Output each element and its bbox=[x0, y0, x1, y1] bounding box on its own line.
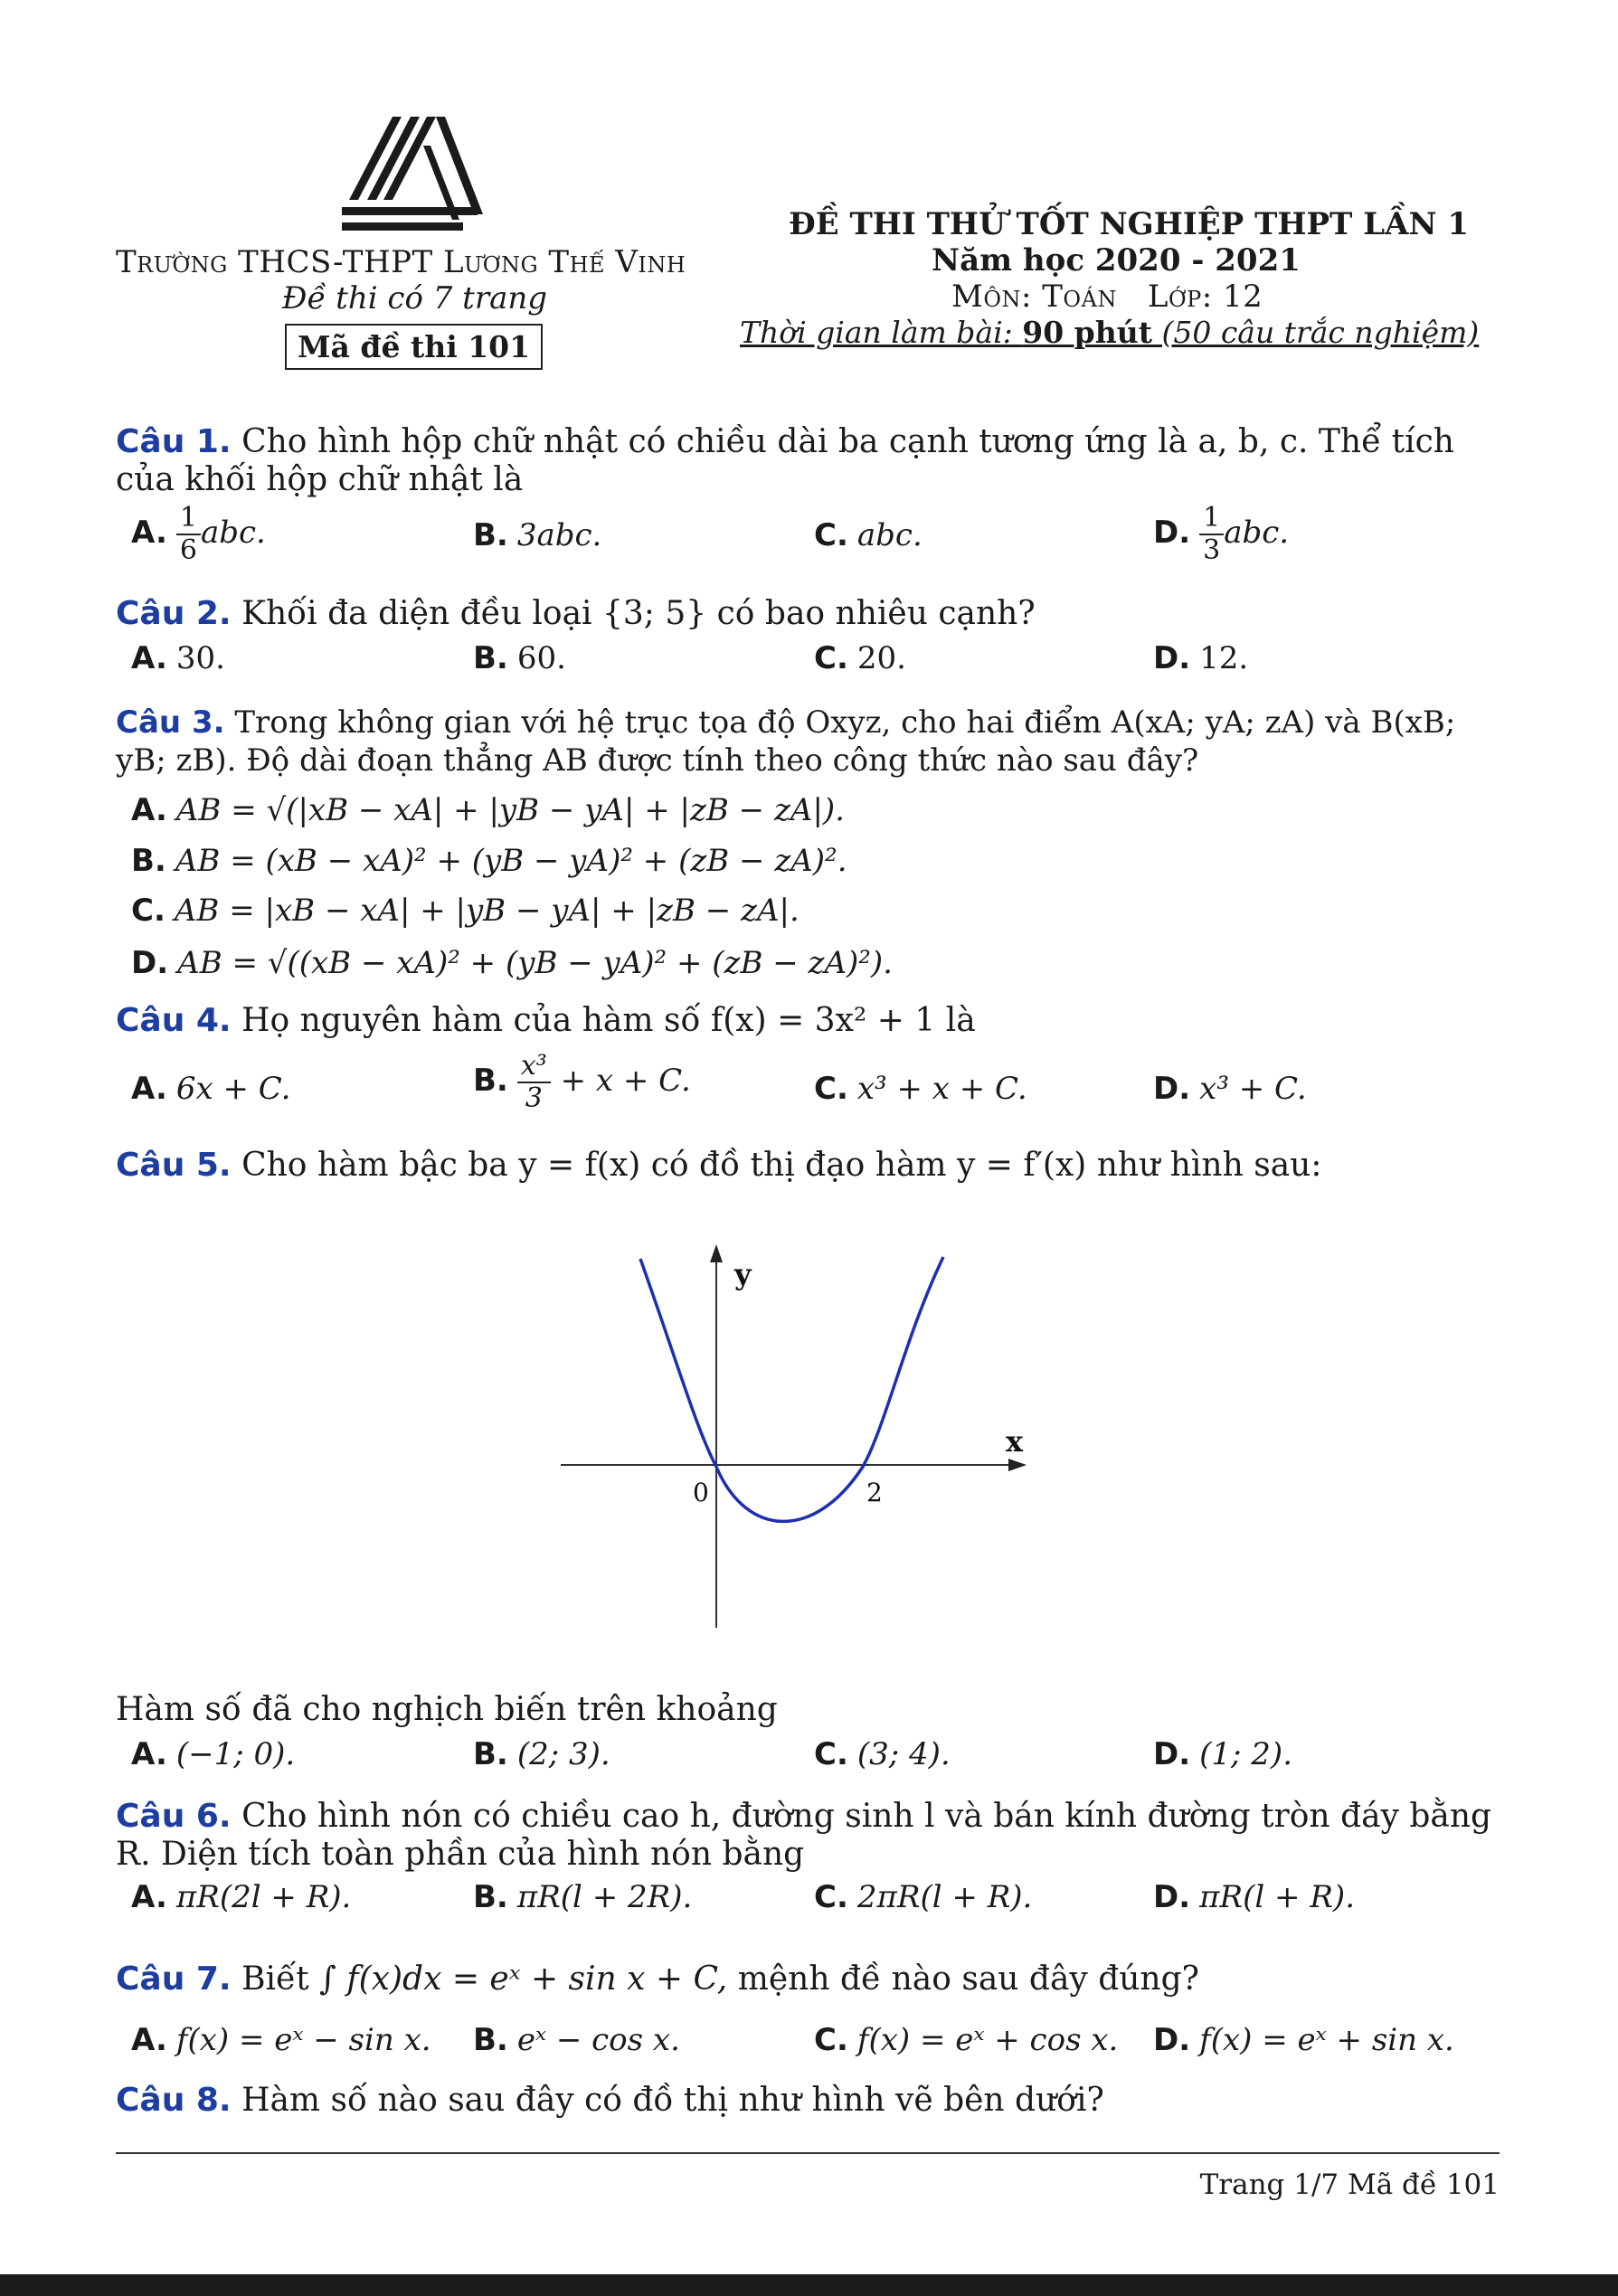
q1-option-d[interactable]: D. $\frac{1}{3}$ abc. bbox=[1153, 502, 1290, 566]
q5-option-d[interactable]: D. (1; 2). bbox=[1153, 1736, 1293, 1772]
q1-option-c[interactable]: C. abc. bbox=[814, 517, 923, 553]
q4-option-a[interactable]: A. 6x + C. bbox=[131, 1071, 291, 1107]
exam-title: ĐỀ THI THỬ TỐT NGHIỆP THPT LẦN 1 bbox=[789, 206, 1470, 242]
q3-option-d[interactable]: D. AB = √((xB − xA)² + (yB − yA)² + (zB − zA)²). bbox=[131, 945, 893, 981]
question-8: Câu 8. Hàm số nào sau đây có đồ thị như hình vẽ bên dưới? bbox=[116, 2082, 1104, 2119]
q4-option-b[interactable]: B. $\frac{\text{x³}}{3}$ + x + C. bbox=[473, 1050, 691, 1114]
q4-option-d[interactable]: D. x³ + C. bbox=[1153, 1071, 1307, 1107]
q5-option-b[interactable]: B. (2; 3). bbox=[473, 1736, 610, 1772]
exam-code-badge: Mã đề thi 101 bbox=[285, 324, 543, 370]
question-2: Câu 2. Khối đa diện đều loại {3; 5} có bao nhiêu cạnh? bbox=[116, 595, 1036, 632]
page-footer: Trang 1/7 Mã đề 101 bbox=[1199, 2168, 1500, 2201]
x-axis-label: x bbox=[1006, 1424, 1024, 1459]
q2-option-c[interactable]: C. 20. bbox=[814, 640, 906, 676]
q5-option-a[interactable]: A. (−1; 0). bbox=[131, 1736, 296, 1772]
parabola-curve bbox=[640, 1257, 943, 1521]
page-count: Đề thi có 7 trang bbox=[282, 280, 548, 317]
q6-option-a[interactable]: A. πR(2l + R). bbox=[131, 1879, 352, 1915]
q6-option-b[interactable]: B. πR(l + 2R). bbox=[473, 1879, 693, 1915]
root-label: 2 bbox=[866, 1478, 883, 1507]
q1-option-a[interactable]: A. $\frac{1}{6}$ abc. bbox=[131, 502, 266, 566]
school-name: Trường THCS-THPT Lương Thế Vinh bbox=[116, 244, 686, 280]
question-5-followup: Hàm số đã cho nghịch biến trên khoảng bbox=[116, 1691, 778, 1728]
school-year: Năm học 2020 - 2021 bbox=[932, 242, 1301, 279]
q7-option-c[interactable]: C. f(x) = eˣ + cos x. bbox=[814, 2022, 1119, 2058]
subject-grade: Môn: Toán Lớp: 12 bbox=[951, 279, 1263, 315]
q7-option-a[interactable]: A. f(x) = eˣ − sin x. bbox=[131, 2022, 431, 2058]
bottom-edge-bar bbox=[0, 2274, 1618, 2296]
question-label: Câu 1. bbox=[116, 423, 232, 460]
y-axis-label: y bbox=[734, 1257, 752, 1291]
q4-option-c[interactable]: C. x³ + x + C. bbox=[814, 1071, 1027, 1107]
integral-expression: ∫ f(x)dx = eˣ + sin x + C, bbox=[319, 1961, 728, 1998]
q7-option-b[interactable]: B. eˣ − cos x. bbox=[473, 2022, 680, 2058]
q2-option-a[interactable]: A. 30. bbox=[131, 640, 225, 676]
q3-option-b[interactable]: B. AB = (xB − xA)² + (yB − yA)² + (zB − zA)². bbox=[131, 843, 847, 879]
footer-divider bbox=[116, 2152, 1500, 2154]
q1-option-b[interactable]: B. 3abc. bbox=[473, 517, 602, 553]
question-text: Cho hình hộp chữ nhật có chiều dài ba cạnh tương ứng là a, b, c. Thể tích của khối hộp chữ nhật là bbox=[116, 423, 1454, 498]
q3-option-a[interactable]: A. AB = √(|xB − xA| + |yB − yA| + |zB − zA|). bbox=[131, 792, 845, 828]
derivative-graph bbox=[543, 1230, 1049, 1646]
question-7: Câu 7. Biết ∫ f(x)dx = eˣ + sin x + C, mệnh đề nào sau đây đúng? bbox=[116, 1961, 1199, 1998]
q7-option-d[interactable]: D. f(x) = eˣ + sin x. bbox=[1153, 2022, 1454, 2058]
question-4: Câu 4. Họ nguyên hàm của hàm số f(x) = 3x² + 1 là bbox=[116, 1002, 976, 1039]
x-axis-arrow bbox=[1008, 1459, 1027, 1471]
question-6: Câu 6. Cho hình nón có chiều cao h, đường sinh l và bán kính đường tròn đáy bằng R. Diện tích toàn phần của hình nón bằng bbox=[116, 1798, 1492, 1873]
q6-option-d[interactable]: D. πR(l + R). bbox=[1153, 1879, 1355, 1915]
time-limit: Thời gian làm bài: 90 phút (50 câu trắc nghiệm) bbox=[740, 315, 1480, 350]
question-5: Câu 5. Cho hàm bậc ba y = f(x) có đồ thị đạo hàm y = f′(x) như hình sau: bbox=[116, 1147, 1322, 1184]
q5-option-c[interactable]: C. (3; 4). bbox=[814, 1736, 951, 1772]
question-3: Câu 3. Trong không gian với hệ trục tọa độ Oxyz, cho hai điểm A(xA; yA; zA) và B(xB; yB; zB). Độ dài đoạn thẳng AB được tính theo công thức nào sau đây? bbox=[116, 704, 1456, 779]
origin-label: 0 bbox=[693, 1478, 709, 1507]
q6-option-c[interactable]: C. 2πR(l + R). bbox=[814, 1879, 1033, 1915]
q2-option-b[interactable]: B. 60. bbox=[473, 640, 566, 676]
question-1 bbox=[116, 423, 1500, 499]
school-logo bbox=[336, 113, 487, 235]
y-axis-arrow bbox=[710, 1244, 723, 1262]
q3-option-c[interactable]: C. AB = |xB − xA| + |yB − yA| + |zB − zA|. bbox=[131, 893, 800, 929]
q2-option-d[interactable]: D. 12. bbox=[1153, 640, 1249, 676]
